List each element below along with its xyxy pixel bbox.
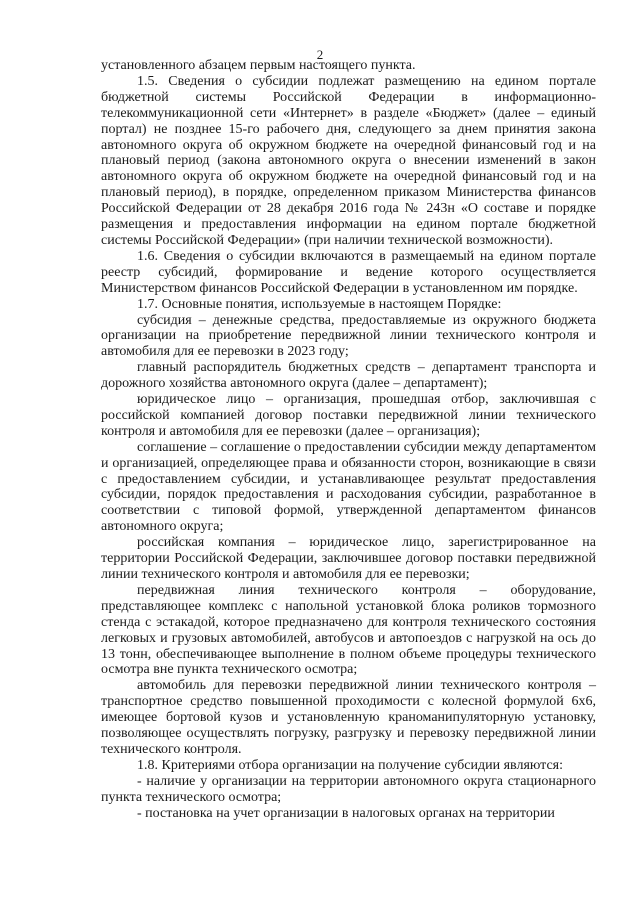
definition-subsidy: субсидия – денежные средства, предоставляемые из окружного бюджета организации на приобретение передвижной линии технического контроля и автомобиля для ее перевозки в 2023 году; (101, 312, 596, 360)
definition-main-manager: главный распорядитель бюджетных средств – департамент транспорта и дорожного хозяйства автономного округа (далее – департамент); (101, 360, 596, 392)
criterion-item: - постановка на учет организации в налоговых органах на территории (137, 805, 555, 821)
page-number: 2 (316, 47, 324, 62)
definition-legal-entity: юридическое лицо – организация, прошедшая отбор, заключившая с российской компанией договор поставки передвижной линии технического контроля и автомобиля для ее перевозки (далее – организация); (101, 392, 596, 439)
definition-mobile-line: передвижная линия технического контроля – оборудование, представляющее комплекс с напольной установкой блока роликов тормозного стенда с эстакадой, которое предназначено для контроля технического состояния легковых и грузовых автомобилей, автобусов и автопоездов с нагрузкой на ось до 13 тонн, обеспечивающее выполнение в полном объеме процедуры технического осмотра вне пункта технического осмотра; (101, 582, 596, 678)
definition-agreement: соглашение – соглашение о предоставлении субсидии между департаментом и организацией, определяющее права и обязанности сторон, возникающие в связи с предоставлением субсидии, и устанавливающее результат предоставления субсидии, порядок предоставления и расходования субсидии, разработанное в соответствии с типовой формой, утвержденной департаментом финансов автономного округа; (101, 439, 596, 535)
paragraph-1-8: 1.8. Критериями отбора организации на получение субсидии являются: (137, 757, 564, 773)
criterion-item: - наличие у организации на территории автономного округа стационарного пункта технического осмотра; (101, 773, 596, 805)
paragraph-1-6: 1.6. Сведения о субсидии включаются в размещаемый на едином портале реестр субсидий, формирование и ведение которого осуществляется Министерством финансов Российской Федерации в установленном им порядке. (101, 248, 596, 296)
paragraph-1-5: 1.5. Сведения о субсидии подлежат размещению на едином портале бюджетной системы Российской Федерации в информационно-телекоммуникационной сети «Интернет» в разделе «Бюджет» (далее – единый портал) не позднее 15-го рабочего дня, следующего за днем принятия закона автономного округа об окружном бюджете на очередной финансовый год и на плановый период (закона автономного округа о внесении изменений в закон автономного округа об окружном бюджете на очередной финансовый год и на плановый период), в порядке, определенном приказом Министерства финансов Российской Федерации от 28 декабря 2016 года № 243н «О составе и порядке размещения и предоставления информации на едином портале бюджетной системы Российской Федерации» (при наличии технической возможности). (101, 73, 596, 248)
definition-transport-vehicle: автомобиль для перевозки передвижной линии технического контроля – транспортное средство повышенной проходимости с колесной формулой 6х6, имеющее бортовой кузов и установленную краноманипуляторную установку, позволяющее осуществлять погрузку, разгрузку и перевозку передвижной линии технического контроля. (101, 678, 596, 757)
paragraph-1-7: 1.7. Основные понятия, используемые в настоящем Порядке: (137, 296, 502, 312)
paragraph-continuation: установленного абзацем первым настоящего пункта. (101, 58, 416, 73)
definition-russian-company: российская компания – юридическое лицо, зарегистрированное на территории Российской Федерации, заключившее договор поставки передвижной линии технического контроля и автомобиля для ее перевозки; (101, 535, 596, 582)
document-body (101, 58, 596, 822)
